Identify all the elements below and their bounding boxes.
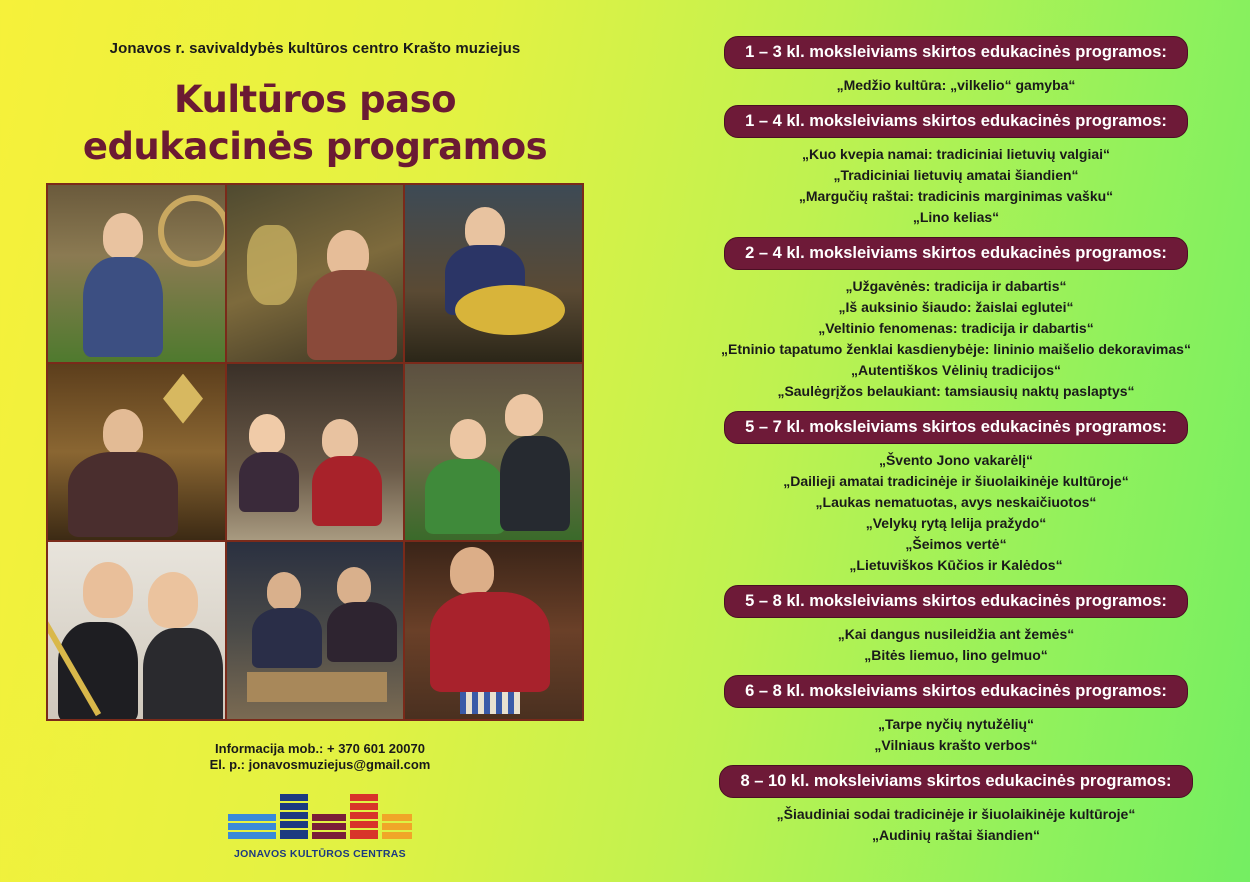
program-item: „Švento Jono vakarėlį“	[878, 452, 1034, 468]
photo-boys-workshop	[227, 364, 404, 541]
program-item: „Etninio tapatumo ženklai kasdienybėje: lininio maišelio dekoravimas“	[721, 341, 1191, 357]
program-item: „Velykų rytą lelija pražydo“	[865, 515, 1047, 531]
section-grades-5-8	[660, 585, 1250, 666]
section-grades-1-3	[660, 36, 1250, 96]
program-item: „Užgavėnės: tradicija ir dabartis“	[845, 278, 1067, 294]
program-item: „Lino kelias“	[912, 209, 1000, 225]
section-header: 5 – 8 kl. moksleiviams skirtos edukacinės programos:	[724, 585, 1188, 618]
section-grades-6-8	[660, 675, 1250, 756]
photo-boy-pattern	[405, 542, 582, 719]
photo-boy-weaving	[405, 185, 582, 362]
poster-title-line-1: Kultūros paso	[173, 78, 457, 121]
program-item: „Iš auksinio šiaudo: žaislai eglutei“	[838, 299, 1074, 315]
program-item: „Veltinio fenomenas: tradicija ir dabartis“	[818, 320, 1094, 336]
program-item: „Saulėgrįžos belaukiant: tamsiausių naktų paslaptys“	[777, 383, 1135, 399]
program-item: „Audinių raštai šiandien“	[871, 827, 1041, 843]
section-grades-5-7	[660, 411, 1250, 576]
program-item: „Kai dangus nusileidžia ant žemės“	[837, 626, 1075, 642]
photo-straw-craft	[227, 185, 404, 362]
program-item: „Bitės liemuo, lino gelmuo“	[864, 647, 1048, 663]
contact-email: El. p.: jonavosmuziejus@gmail.com	[209, 757, 431, 772]
section-grades-2-4	[660, 237, 1250, 402]
program-list	[660, 36, 1250, 846]
program-item: „Kuo kvepia namai: tradiciniai lietuvių valgiai“	[801, 146, 1111, 162]
organization-title: Jonavos r. savivaldybės kultūros centro Krašto muziejus	[109, 40, 521, 57]
program-item: „Medžio kultūra: „vilkelio“ gamyba“	[836, 77, 1076, 93]
logo-text: JONAVOS KULTŪROS CENTRAS	[234, 848, 406, 860]
program-item: „Lietuviškos Kūčios ir Kalėdos“	[849, 557, 1063, 573]
section-grades-1-4	[660, 105, 1250, 228]
contact-phone: Informacija mob.: + 370 601 20070	[215, 741, 425, 756]
program-item: „Tradiciniai lietuvių amatai šiandien“	[833, 167, 1079, 183]
program-item: „Tarpe nyčių nytužėlių“	[877, 716, 1035, 732]
section-header: 1 – 4 kl. moksleiviams skirtos edukacinės programos:	[724, 105, 1188, 138]
program-item: „Dailieji amatai tradicinėje ir šiuolaikinėje kultūroje“	[783, 473, 1129, 489]
photo-students-rolling	[227, 542, 404, 719]
program-item: „Vilniaus krašto verbos“	[874, 737, 1038, 753]
program-item: „Autentiškos Vėlinių tradicijos“	[850, 362, 1062, 378]
program-item: „Šeimos vertė“	[905, 536, 1007, 552]
photo-straw-girl	[48, 185, 225, 362]
section-header: 2 – 4 kl. moksleiviams skirtos edukacinės programos:	[724, 237, 1188, 270]
program-item: „Laukas nematuotas, avys neskaičiuotos“	[815, 494, 1097, 510]
photo-collage	[46, 183, 584, 721]
photo-girls-flax	[48, 542, 225, 719]
program-item: „Margučių raštai: tradicinis marginimas vašku“	[798, 188, 1114, 204]
poster-title	[50, 76, 580, 170]
poster-title-line-2: edukacinės programos	[82, 125, 548, 168]
program-item: „Šiaudiniai sodai tradicinėje ir šiuolaikinėje kultūroje“	[776, 806, 1136, 822]
section-grades-8-10	[660, 765, 1250, 846]
contact-info	[150, 741, 490, 773]
section-header: 6 – 8 kl. moksleiviams skirtos edukacinės programos:	[724, 675, 1188, 708]
photo-girl-straw-ornament	[48, 364, 225, 541]
section-header: 8 – 10 kl. moksleiviams skirtos edukacinės programos:	[719, 765, 1192, 798]
section-header: 1 – 3 kl. moksleiviams skirtos edukacinės programos:	[724, 36, 1188, 69]
photo-kids-spoons	[405, 364, 582, 541]
section-header: 5 – 7 kl. moksleiviams skirtos edukacinės programos:	[724, 411, 1188, 444]
